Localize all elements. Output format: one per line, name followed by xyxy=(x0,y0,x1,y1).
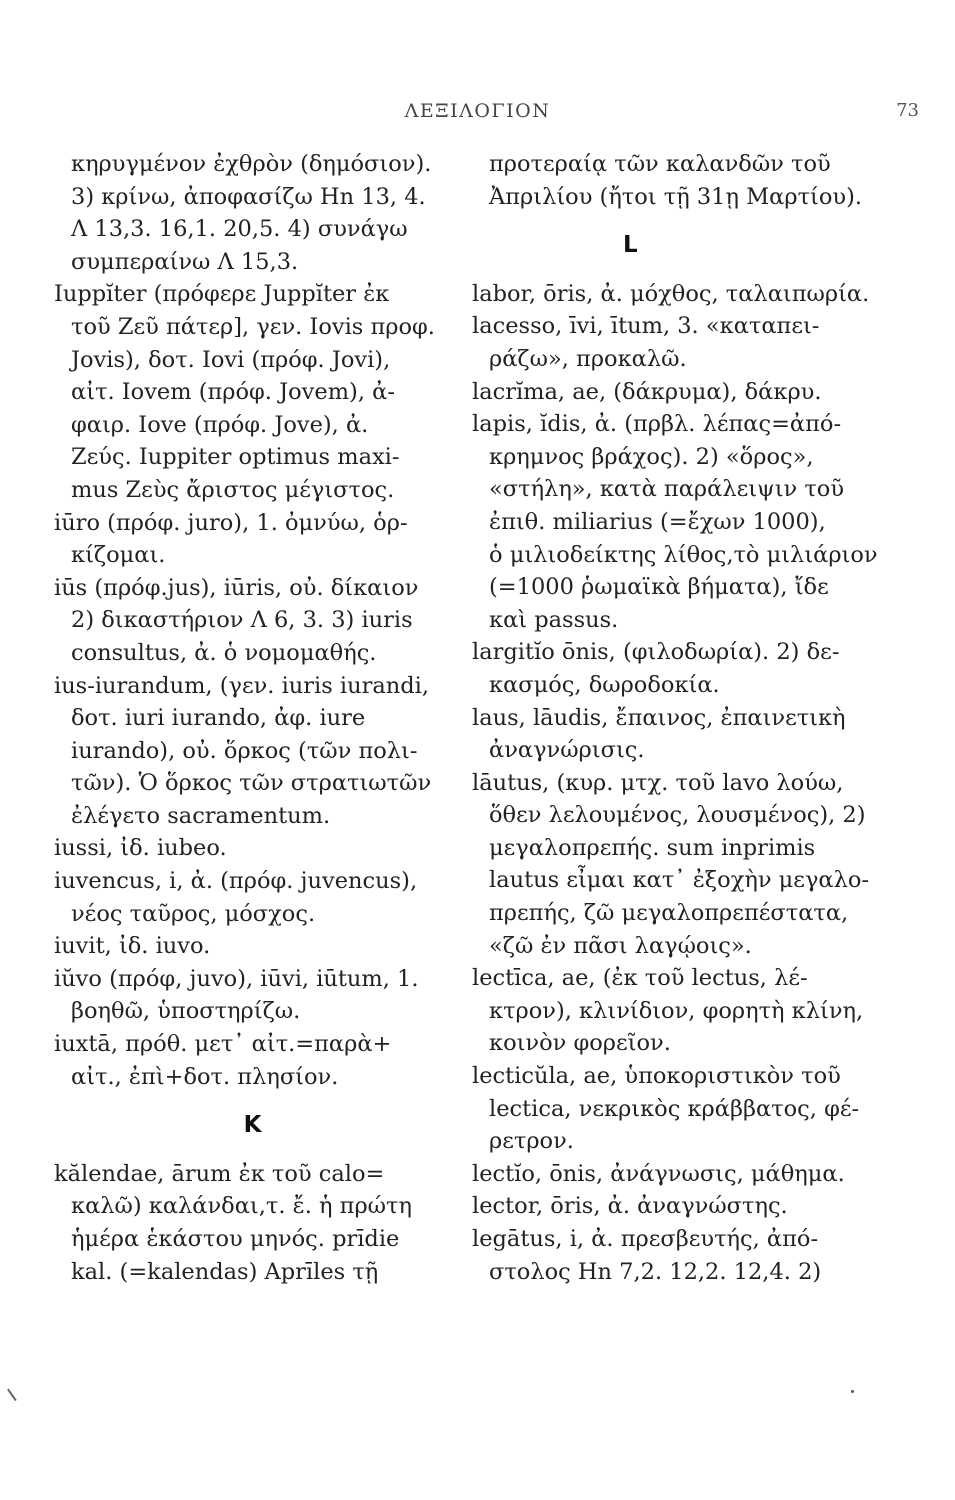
entry-line: ἀναγνώρισις. xyxy=(489,737,645,764)
entry-line: κίζομαι. xyxy=(71,542,166,569)
right-column xyxy=(468,148,883,1288)
entry-line: κρημνος βράχος). 2) «ὅρος», xyxy=(489,443,814,470)
entry-line: τῶν). Ὁ ὅρκος τῶν στρατιωτῶν xyxy=(71,770,432,797)
page-number: 73 xyxy=(896,100,919,121)
entry-headword-line: iūs (πρόφ.jus), iūris, οὐ. δίκαιον xyxy=(54,574,419,601)
entry-line: αἰτ., ἐπὶ+δοτ. πλησίον. xyxy=(71,1063,339,1090)
entry-line: «ζῶ ἐν πᾶσι λαγῴοις». xyxy=(489,932,752,959)
entry-line: Ἀπριλίου (ἤτοι τῇ 31ῃ Μαρτίου). xyxy=(489,183,862,210)
entry-headword-line: lecticŭla, ae, ὑποκοριστικὸν τοῦ xyxy=(472,1063,841,1090)
entry-line: προτεραίᾳ τῶν καλανδῶν τοῦ xyxy=(489,151,831,177)
entry-headword-line: largitĭo ōnis, (φιλοδωρία). 2) δε- xyxy=(472,639,840,666)
entry-headword-line: labor, ōris, ἀ. μόχθος, ταλαιπωρία. xyxy=(472,280,870,307)
entry-line: συμπεραίνω Λ 15,3. xyxy=(71,248,299,275)
entry-headword-line: lacrĭma, ae, (δάκρυμα), δάκρυ. xyxy=(472,378,822,405)
entry-line: ὁ μιλιοδείκτης λίθος,τὸ μιλιάριον xyxy=(489,541,878,568)
entry-line: κηρυγμένον ἐχθρὸν (δημόσιον). xyxy=(71,151,432,177)
section-letter-k: K xyxy=(243,1112,262,1139)
spacer xyxy=(468,262,883,278)
entry-line: 3) κρίνω, ἀποφασίζω Ηn 13, 4. xyxy=(71,183,426,210)
entry-line: δοτ. iuri iurando, ἀφ. iure xyxy=(71,705,366,732)
entry-headword-line: kălendae, ārum ἐκ τοῦ calo= xyxy=(54,1160,385,1187)
entry-line: κτρον), κλινίδιον, φορητὴ κλίνη, xyxy=(489,997,864,1024)
entry-line: μεγαλοπρεπής. sum inprimis xyxy=(489,834,816,861)
entry-line: ράζω», προκαλῶ. xyxy=(489,345,687,372)
entry-line: (=1000 ῥωμαϊκὰ βήματα), ἴδε xyxy=(489,574,829,601)
entry-headword-line: iuvit, ἰδ. iuvo. xyxy=(54,933,211,960)
entry-headword-line: iŭvo (πρόφ, juvo), iūvi, iūtum, 1. xyxy=(54,965,419,992)
entry-line: iurando), οὐ. ὅρκος (τῶν πολι- xyxy=(71,737,418,764)
entry-line: 2) δικαστήριον Λ 6, 3. 3) iuris xyxy=(71,607,413,634)
entry-line: νέος ταῦρος, μόσχος. xyxy=(71,900,316,927)
entry-line: ἐλέγετο sacramentum. xyxy=(71,802,331,829)
entry-headword-line: lectĭo, ōnis, ἀνάγνωσις, μάθημα. xyxy=(472,1160,845,1187)
entry-headword-line: lector, ōris, ἀ. ἀναγνώστης. xyxy=(472,1193,788,1220)
entry-line: kal. (=kalendas) Aprīles τῇ xyxy=(71,1258,379,1285)
entry-line: βοηθῶ, ὑποστηρίζω. xyxy=(71,998,301,1025)
entry-line: lectica, νεκρικὸς κράββατος, φέ- xyxy=(489,1095,860,1122)
entry-headword-line: lectīca, ae, (ἐκ τοῦ lectus, λέ- xyxy=(472,965,808,992)
entry-line: φαιρ. Iove (πρόφ. Jove), ἀ. xyxy=(71,411,369,438)
entry-line: τοῦ Ζεῦ πάτερ], γεν. Iovis προφ. xyxy=(71,313,435,340)
entry-line: lautus εἶμαι κατ᾽ ἐξοχὴν μεγαλο- xyxy=(489,867,869,894)
left-column xyxy=(50,148,455,1288)
section-letter-l: L xyxy=(623,232,638,259)
spacer xyxy=(50,1093,455,1109)
entry-headword-line: Iuppĭter (πρόφερε Juppĭter ἐκ xyxy=(54,281,390,308)
entry-line: κασμός, δωροδοκία. xyxy=(489,671,720,698)
entry-headword-line: lacesso, īvi, ītum, 3. «καταπει- xyxy=(472,313,820,340)
entry-headword-line: iūro (πρόφ. juro), 1. ὀμνύω, ὁρ- xyxy=(54,509,408,536)
entry-line: consultus, ἀ. ὁ νομομαθής. xyxy=(71,639,377,666)
entry-line: «στήλη», κατὰ παράλειψιν τοῦ xyxy=(489,476,845,503)
entry-line: mus Ζεὺς ἄριστος μέγιστος. xyxy=(71,476,395,503)
stray-scan-mark xyxy=(7,1383,25,1401)
entry-line: Λ 13,3. 16,1. 20,5. 4) συνάγω xyxy=(71,216,408,243)
entry-headword-line: ius-iurandum, (γεν. iuris iurandi, xyxy=(54,672,430,699)
entry-headword-line: iuvencus, i, ἀ. (πρόφ. juvencus), xyxy=(54,868,418,895)
entry-headword-line: laus, lāudis, ἔπαινος, ἐπαινετικὴ xyxy=(472,704,846,731)
entry-line: κοινὸν φορεῖον. xyxy=(489,1030,671,1057)
running-header-title: ΛΕΞΙΛΟΓΙΟΝ xyxy=(404,100,551,122)
entry-line: ἐπιθ. miliarius (=ἔχων 1000), xyxy=(489,508,826,535)
entry-line: στολος Ηn 7,2. 12,2. 12,4. 2) xyxy=(489,1258,822,1285)
entry-headword-line: iuxtā, πρόθ. μετ᾽ αἰτ.=παρὰ+ xyxy=(54,1031,392,1058)
entry-line: Ζεύς. Iuppiter optimus maxi- xyxy=(71,444,400,471)
entry-line: καὶ passus. xyxy=(489,606,619,633)
entry-line: Jovis), δοτ. Iovi (πρόφ. Jovi), xyxy=(71,346,391,373)
spacer xyxy=(50,1142,455,1158)
stray-dot-mark xyxy=(851,1390,854,1393)
entry-line: πρεπής, ζῶ μεγαλοπρεπέστατα, xyxy=(489,900,849,927)
entry-headword-line: legātus, i, ἀ. πρεσβευτής, ἀπό- xyxy=(472,1226,819,1252)
entry-headword-line: lāutus, (κυρ. μτχ. τοῦ lavo λούω, xyxy=(472,769,844,796)
entry-headword-line: lapis, ĭdis, ἀ. (πρβλ. λέπας=ἀπό- xyxy=(472,411,842,438)
entry-line: καλῶ) καλάνδαι,τ. ἔ. ἡ πρώτη xyxy=(71,1193,412,1220)
spacer xyxy=(468,213,883,229)
entry-line: ὅθεν λελουμένος, λουσμένος), 2) xyxy=(489,802,866,829)
entry-line: ἡμέρα ἑκάστου μηνός. prīdie xyxy=(71,1226,400,1252)
entry-line: ρετρον. xyxy=(489,1128,574,1155)
entry-headword-line: iussi, ἰδ. iubeo. xyxy=(54,835,227,862)
entry-line: αἰτ. Iovem (πρόφ. Jovem), ἀ- xyxy=(71,379,395,406)
